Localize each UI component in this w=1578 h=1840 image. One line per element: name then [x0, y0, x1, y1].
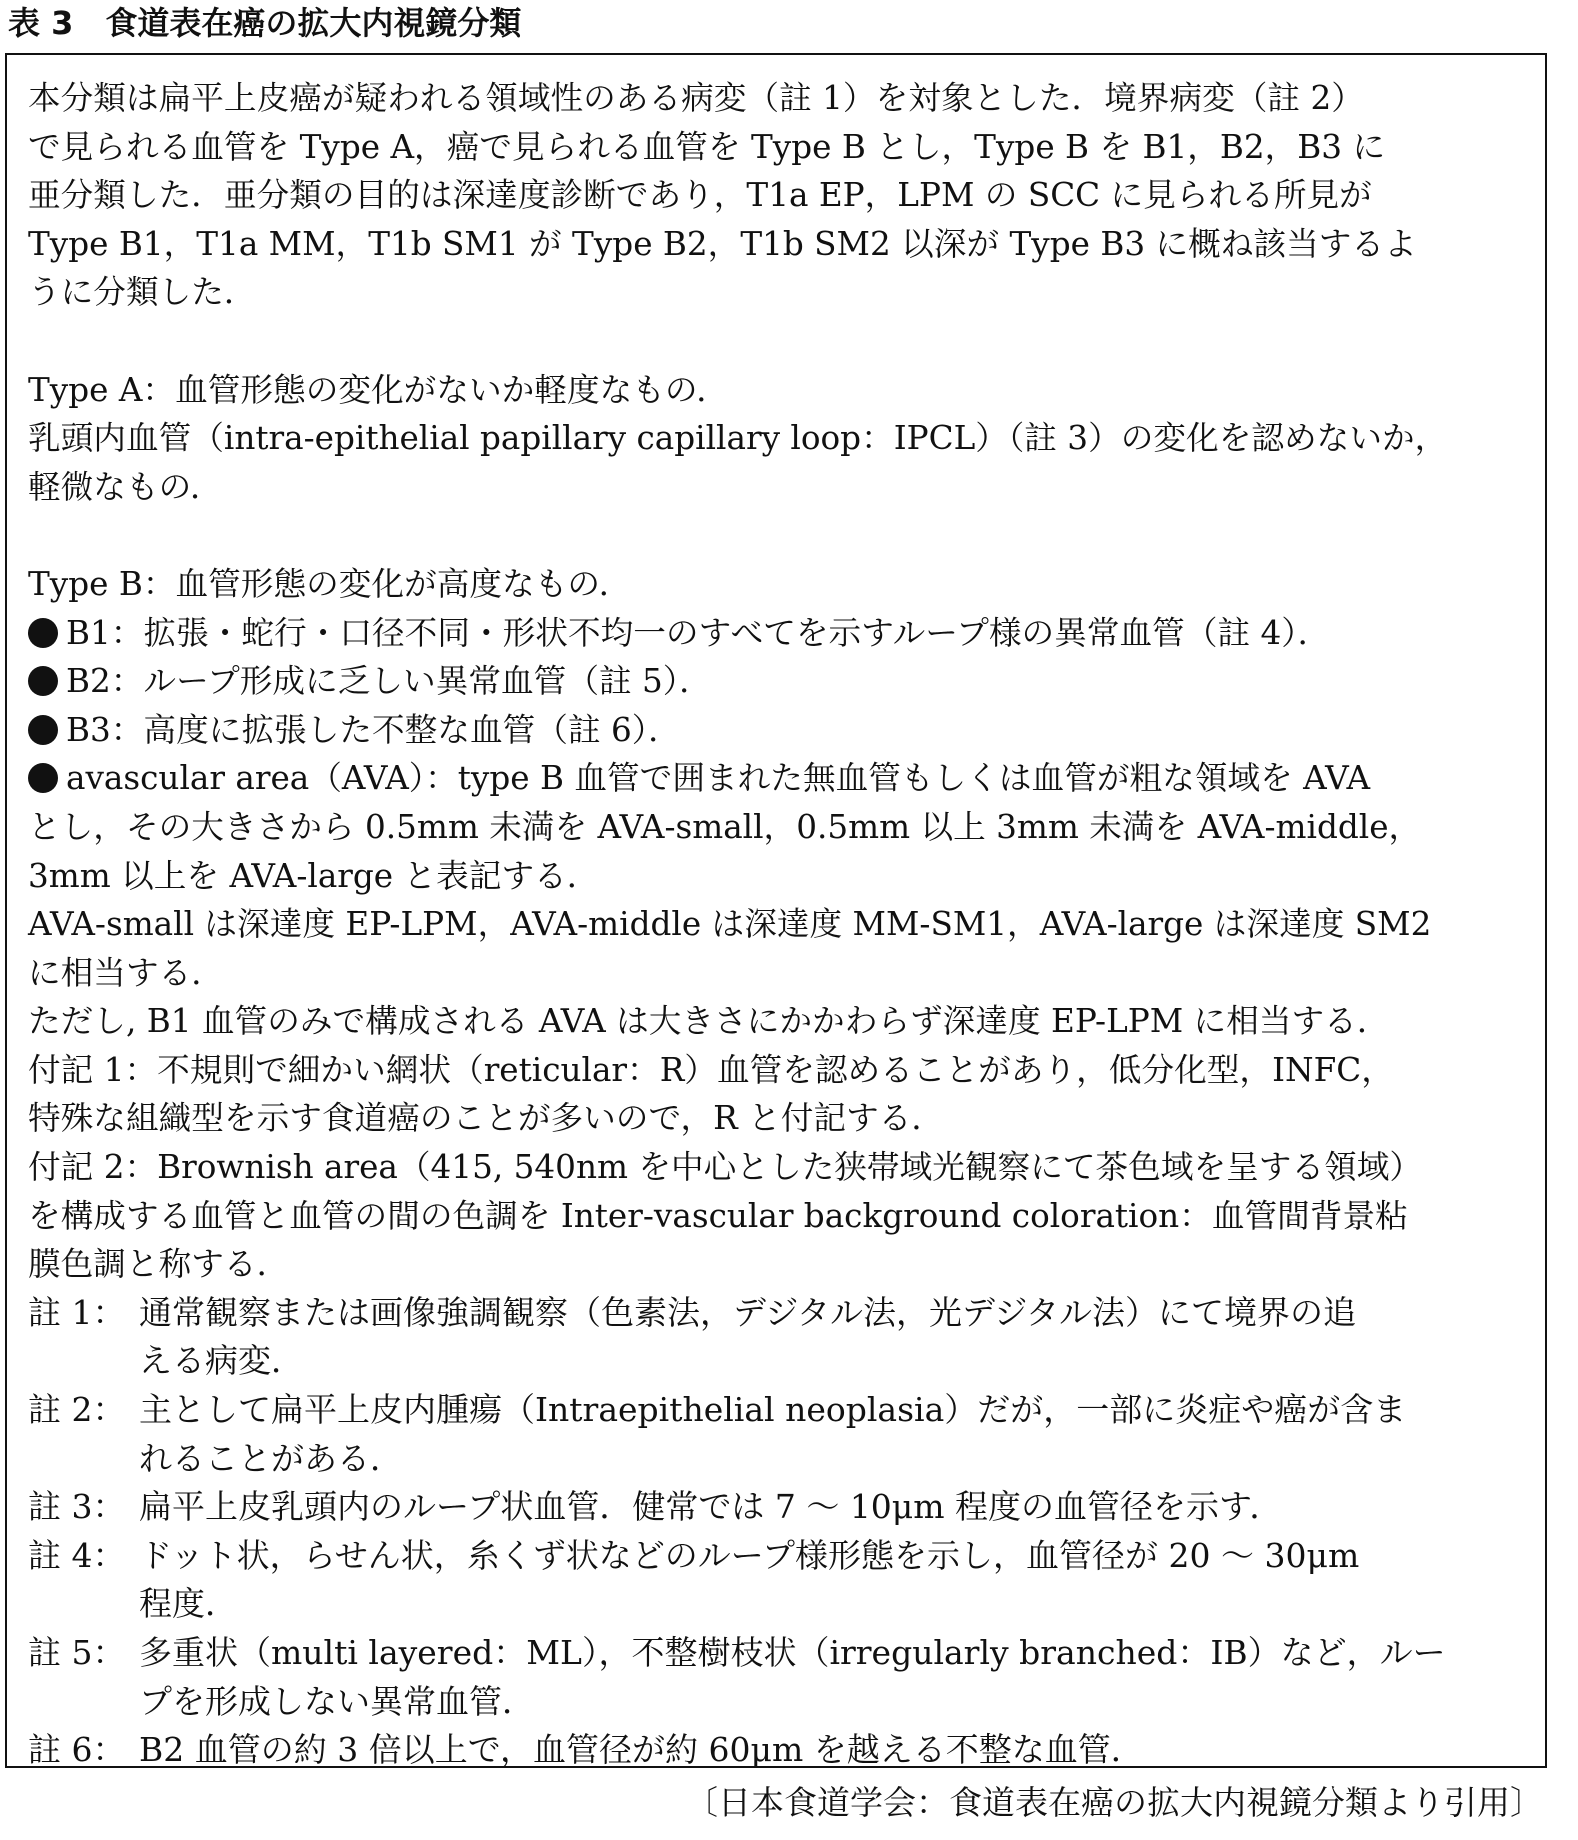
text-line: とし，その大きさから 0.5mm 未満を AVA-small，0.5mm 以上 3mm 未満を AVA-middle， [28, 807, 1422, 846]
paragraph-spacer [28, 511, 1538, 560]
bullet-item-b2 [28, 657, 1538, 706]
paragraph-spacer [28, 317, 1538, 366]
appendix-2: 付記 2：Brownish area（415, 540nm を中心とした狭帯域光観察にて茶色域を呈する領域） [28, 1148, 1423, 1187]
bullet-icon [28, 715, 58, 745]
note-label: 註 1： [28, 1292, 126, 1332]
text-line: を構成する血管と血管の間の色調を Inter-vascular background coloration：血管間背景粘 [28, 1196, 1408, 1235]
note-text: 扁平上皮乳頭内のループ状血管．健常では 7 ～ 10μm 程度の血管径を示す． [139, 1487, 1283, 1527]
note-label: 註 5： [28, 1633, 126, 1672]
bullet-text: B3：高度に拡張した不整な血管（註 6）． [66, 710, 681, 749]
appendix-1: 付記 1：不規則で細かい網状（reticular：R）血管を認めることがあり，低分化型，INFC， [28, 1050, 1394, 1089]
note-text: 主として扁平上皮内腫瘍（Intraepithelial neoplasia）だが，一部に炎症や癌が含ま [139, 1390, 1407, 1430]
text-line: に相当する． [28, 953, 224, 992]
type-a-heading: Type A：血管形態の変化がないか軽度なもの． [28, 370, 729, 409]
note-text: える病変． [139, 1341, 304, 1381]
bullet-item-b1 [28, 609, 1538, 658]
bullet-text: B1：拡張・蛇行・口径不同・形状不均一のすべてを示すループ様の異常血管（註 4）． [66, 613, 1331, 652]
note-6 [28, 1726, 1538, 1775]
type-b-section [28, 560, 1538, 1289]
note-text: 通常観察または画像強調観察（色素法，デジタル法，光デジタル法）にて境界の追 [139, 1292, 1357, 1332]
note-text: れることがある． [139, 1438, 403, 1478]
text-line: 本分類は扁平上皮癌が疑われる領域性のある病変（註 1）を対象とした．境界病変（註 2） [28, 79, 1364, 117]
intro-paragraph [28, 74, 1538, 317]
text-line: AVA-small は深達度 EP-LPM，AVA-middle は深達度 MM-SM1，AVA-large は深達度 SM2 [28, 905, 1432, 944]
text-line: 軽微なもの． [28, 467, 223, 506]
note-5 [28, 1629, 1538, 1726]
note-label: 註 4： [28, 1535, 126, 1575]
bullet-icon [28, 763, 58, 793]
bullet-item-ava [28, 754, 1538, 803]
bullet-text: B2：ループ形成に乏しい異常血管（註 5）． [66, 662, 712, 701]
bullet-icon [28, 618, 58, 648]
text-line: 亜分類した．亜分類の目的は深達度診断であり，T1a EP，LPM の SCC に見られる所見が [28, 176, 1372, 215]
bullet-item-b3 [28, 706, 1538, 755]
table-content [28, 74, 1538, 1775]
text-line: Type B1，T1a MM，T1b SM1 が Type B2，T1b SM2 以深が Type B3 に概ね該当するよ [28, 224, 1417, 263]
note-text: B2 血管の約 3 倍以上で，血管径が約 60μm を越える不整な血管． [139, 1730, 1144, 1770]
note-text: プを形成しない異常血管． [139, 1681, 535, 1721]
text-line: で見られる血管を Type A，癌で見られる血管を Type B とし，Type B を B1，B2，B3 に [28, 127, 1386, 166]
note-2 [28, 1386, 1538, 1483]
note-text: ドット状，らせん状，糸くず状などのループ様形態を示し，血管径が 20 ～ 30μm [139, 1535, 1360, 1575]
type-b-heading: Type B：血管形態の変化が高度なもの． [28, 564, 632, 603]
text-line: うに分類した． [28, 273, 257, 312]
text-line: ただし, B1 血管のみで構成される AVA は大きさにかかわらず深達度 EP-LPM に相当する． [28, 1002, 1390, 1041]
text-line: 乳頭内血管（intra-epithelial papillary capillary loop：IPCL）（註 3）の変化を認めないか， [28, 419, 1448, 458]
note-3 [28, 1483, 1538, 1532]
table-title: 表 3 食道表在癌の拡大内視鏡分類 [8, 4, 522, 42]
text-line: 3mm 以上を AVA-large と表記する． [28, 856, 600, 895]
note-text: 程度． [139, 1584, 238, 1624]
text-line: 特殊な組織型を示す食道癌のことが多いので，R と付記する． [28, 1099, 945, 1138]
notes-section [28, 1289, 1538, 1775]
type-a-section [28, 366, 1538, 512]
note-label: 註 2： [28, 1390, 126, 1430]
bullet-icon [28, 666, 58, 696]
source-citation: 〔日本食道学会：食道表在癌の拡大内視鏡分類より引用〕 [685, 1783, 1543, 1822]
note-text: 多重状（multi layered：ML），不整樹枝状（irregularly branched：IB）など，ルー [139, 1633, 1446, 1672]
note-label: 註 6： [28, 1730, 126, 1770]
note-1 [28, 1289, 1538, 1386]
text-line: 膜色調と称する． [28, 1245, 290, 1284]
bullet-text: avascular area（AVA）：type B 血管で囲まれた無血管もしくは血管が粗な領域を AVA [66, 759, 1371, 798]
note-4 [28, 1532, 1538, 1629]
note-label: 註 3： [28, 1487, 126, 1527]
